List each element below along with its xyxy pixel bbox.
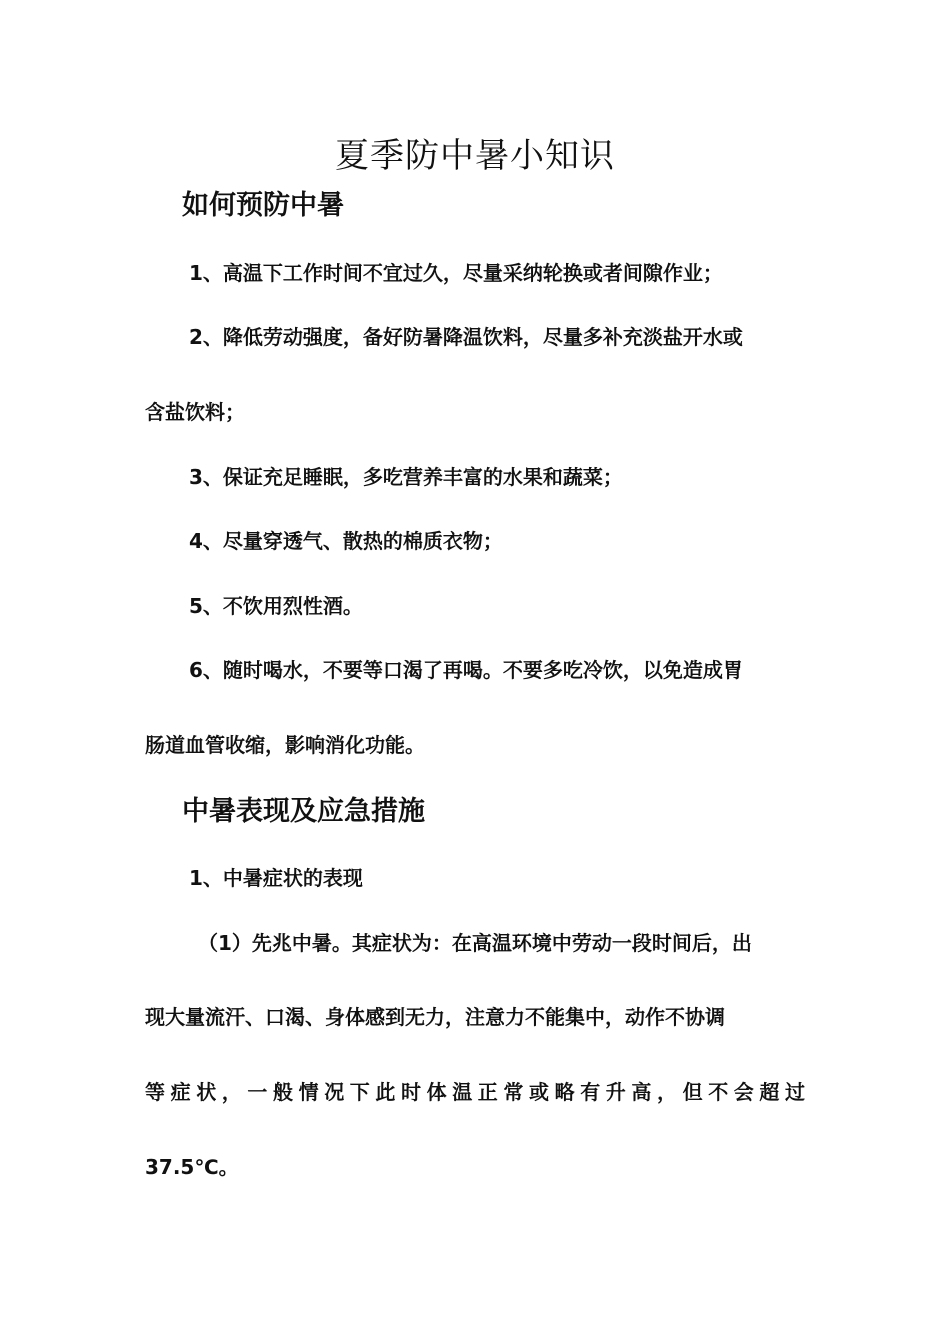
symptoms-paragraph-line-3: 等症状，一般情况下此时体温正常或略有升高，但不会超过 xyxy=(145,1080,805,1104)
prevention-item-1: 1、高温下工作时间不宜过久，尽量采纳轮换或者间隙作业； xyxy=(189,261,723,285)
prevention-item-5: 5、不饮用烈性酒。 xyxy=(189,594,363,618)
prevention-item-3: 3、保证充足睡眠，多吃营养丰富的水果和蔬菜； xyxy=(189,465,623,489)
symptoms-paragraph-line-4: 37.5℃。 xyxy=(145,1155,239,1179)
symptoms-paragraph-line-1: （1）先兆中暑。其症状为：在高温环境中劳动一段时间后，出 xyxy=(198,931,752,955)
section-heading-symptoms: 中暑表现及应急措施 xyxy=(182,796,425,827)
prevention-item-2-line-2: 含盐饮料； xyxy=(145,400,245,424)
symptoms-paragraph-line-2: 现大量流汗、口渴、身体感到无力，注意力不能集中，动作不协调 xyxy=(145,1005,725,1029)
document-title: 夏季防中暑小知识 xyxy=(335,136,615,176)
prevention-item-6-line-1: 6、随时喝水，不要等口渴了再喝。不要多吃冷饮，以免造成胃 xyxy=(189,658,743,682)
prevention-item-4: 4、尽量穿透气、散热的棉质衣物； xyxy=(189,529,503,553)
prevention-item-6-line-2: 肠道血管收缩，影响消化功能。 xyxy=(145,733,425,757)
section-heading-prevention: 如何预防中暑 xyxy=(182,190,344,221)
prevention-item-2-line-1: 2、降低劳动强度，备好防暑降温饮料，尽量多补充淡盐开水或 xyxy=(189,325,743,349)
symptoms-subheading: 1、中暑症状的表现 xyxy=(189,866,363,890)
